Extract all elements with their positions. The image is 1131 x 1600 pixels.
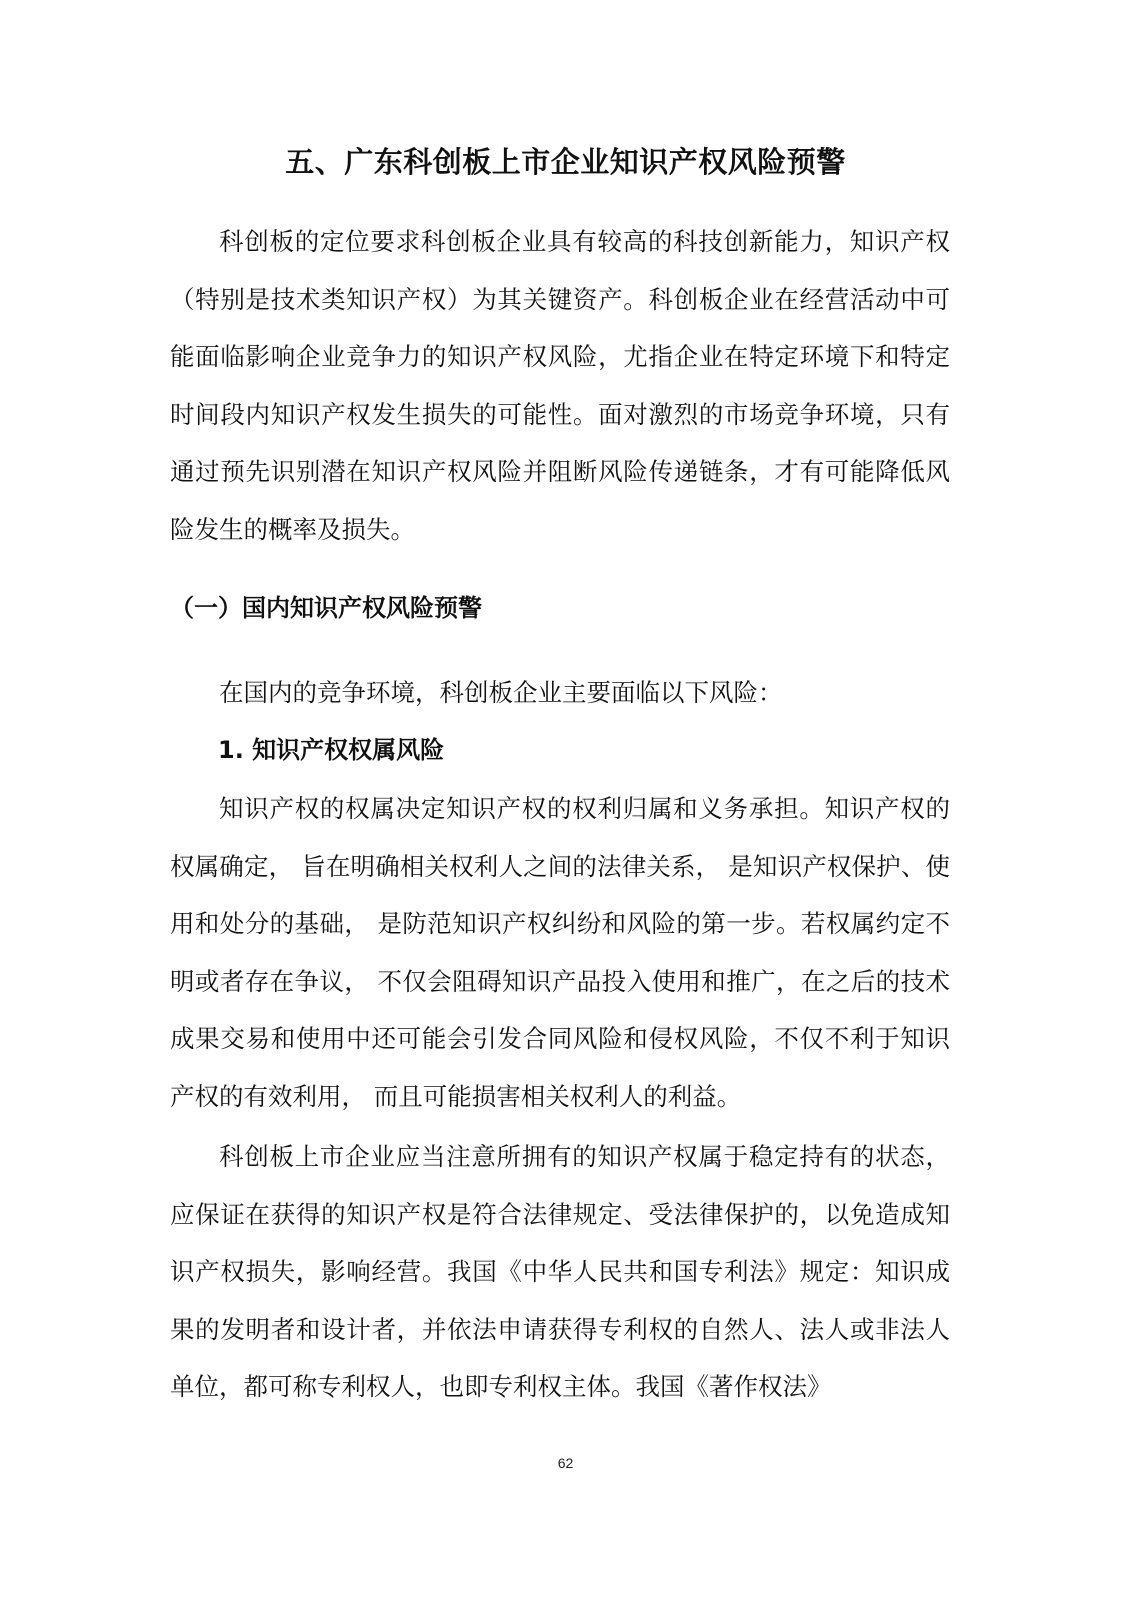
intro-paragraph: 科创板的定位要求科创板企业具有较高的科技创新能力，知识产权（特别是技术类知识产权）为其关键资产。科创板企业在经营活动中可能面临影响企业竞争力的知识产权风险，尤指企业在特定环境下和特定时间段内知识产权发生损失的可能性。面对激烈的市场竞争环境，只有通过预先识别潜在知识产权风险并阻断风险传递链条，才有可能降低风险发生的概率及损失。 — [170, 227, 950, 544]
page-number: 62 — [557, 1455, 574, 1471]
ownership-paragraph-2: 科创板上市企业应当注意所拥有的知识产权属于稳定持有的状态，应保证在获得的知识产权是符合法律规定、受法律保护的，以免造成知识产权损失，影响经营。我国《中华人民共和国专利法》规定：知识成果的发明者和设计者，并依法申请获得专利权的自然人、法人或非法人单位，都可称专利权人，也即专利权主体。我国《著作权法》 — [170, 1142, 950, 1401]
ownership-paragraph-1: 知识产权的权属决定知识产权的权利归属和义务承担。知识产权的权属确定， 旨在明确相关权利人之间的法律关系， 是知识产权保护、使用和处分的基础， 是防范知识产权纠纷和风险的第一步。若权属约定不明或者存在争议， 不仅会阻碍知识产品投入使用和推广，在之后的技术成果交易和使用中还可能会引发合同风险和侵权风险，不仅不利于知识产权的有效利用， 而且可能损害相关权利人的利益。 — [170, 794, 950, 1111]
page-title: 五、广东科创板上市企业知识产权风险预警 — [285, 145, 846, 179]
section-heading: （一）国内知识产权风险预警 — [170, 594, 482, 622]
subsection-heading: 1. 知识产权权属风险 — [218, 736, 445, 764]
domestic-intro-paragraph: 在国内的竞争环境，科创板企业主要面临以下风险： — [219, 678, 783, 707]
